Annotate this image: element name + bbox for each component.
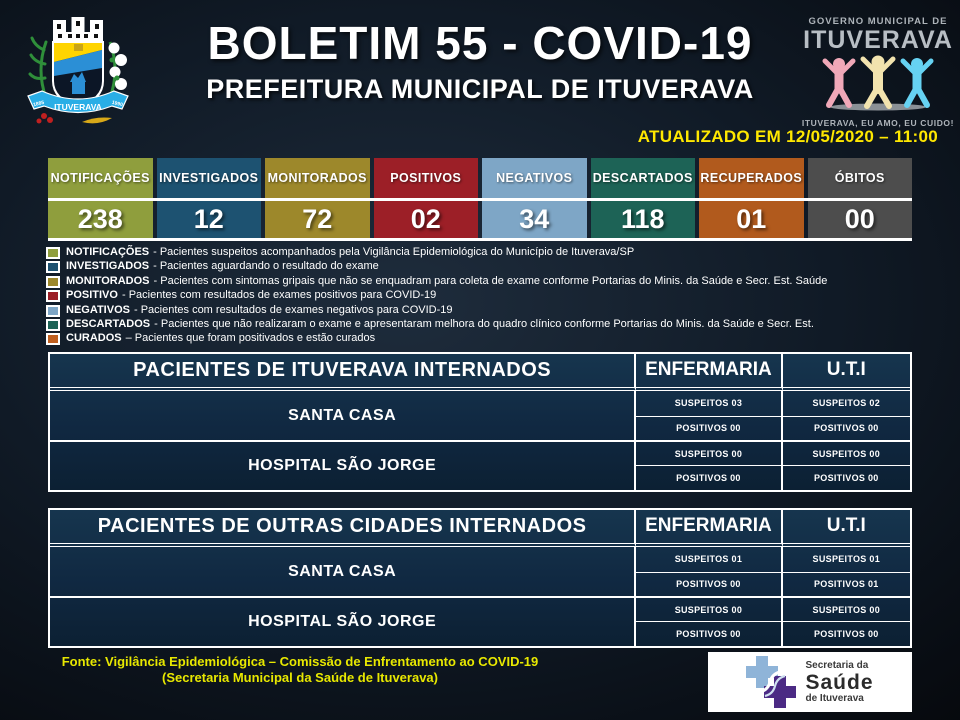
saude-logo-line3: de Ituverava <box>805 692 864 704</box>
legend-label: NEGATIVOS <box>66 303 130 316</box>
legend-swatch-icon <box>46 261 60 273</box>
legend-text: - Pacientes com resultados de exames positivos para COVID-19 <box>121 289 437 302</box>
family-figures-icon <box>815 55 941 111</box>
gov-logo-line1: GOVERNO MUNICIPAL DE <box>808 16 948 27</box>
stat-header: NEGATIVOS <box>482 158 587 198</box>
legend-swatch-icon <box>46 305 60 317</box>
legend-swatch-icon <box>46 333 60 345</box>
legend-text: - Pacientes que não realizaram o exame e apresentaram melhora do quadro clínico conforme Portarias do Minis. da Saúde e Secr. Est. <box>154 317 814 330</box>
city-coat-of-arms <box>22 10 134 130</box>
legend-label: POSITIVO <box>66 289 118 302</box>
legend-item <box>46 333 926 345</box>
legend-item <box>46 247 926 259</box>
stat-header: NOTIFICAÇÕES <box>48 158 153 198</box>
legend-text: - Pacientes com resultados de exames negativos para COVID-19 <box>133 303 453 316</box>
gov-logo-line2: ITUVERAVA <box>803 26 953 54</box>
stats-header-row <box>48 158 912 198</box>
page-subtitle: PREFEITURA MUNICIPAL DE ITUVERAVA <box>206 74 754 104</box>
stat-value: 118 <box>591 201 696 238</box>
table-cell: SUSPEITOS 00 <box>783 596 910 621</box>
legend-item <box>46 290 926 302</box>
stat-value: 02 <box>374 201 479 238</box>
table-cell: POSITIVOS 00 <box>636 465 782 490</box>
legend-label: NOTIFICAÇÕES <box>66 246 150 258</box>
legend-label: INVESTIGADOS <box>66 260 150 273</box>
table-cell: POSITIVOS 00 <box>636 416 782 441</box>
table-cell: SUSPEITOS 00 <box>636 440 782 465</box>
legend-swatch-icon <box>46 290 60 302</box>
hospital-name: SANTA CASA <box>50 391 636 441</box>
table-cell: SUSPEITOS 01 <box>636 547 782 572</box>
hospital-name: HOSPITAL SÃO JORGE <box>50 596 636 646</box>
table-cell: POSITIVOS 00 <box>783 416 910 441</box>
coat-of-arms-graphic <box>22 10 134 130</box>
legend-text: – Pacientes que foram positivados e estão curados <box>125 332 376 345</box>
page-title: BOLETIM 55 - COVID-19 <box>207 17 753 69</box>
stat-header: INVESTIGADOS <box>157 158 262 198</box>
table-cell: SUSPEITOS 02 <box>812 398 881 409</box>
government-logo <box>800 16 956 128</box>
hospital-name: HOSPITAL SÃO JORGE <box>50 440 636 490</box>
legend-swatch-icon <box>46 247 60 259</box>
legend-item <box>46 261 926 273</box>
legend <box>46 247 926 348</box>
legend-item <box>46 319 926 331</box>
table-cell: SUSPEITOS 00 <box>636 596 782 621</box>
table-cell: POSITIVOS 00 <box>636 621 782 646</box>
table-cell: SUSPEITOS 00 <box>783 440 910 465</box>
divider <box>48 238 912 241</box>
table-cell: SUSPEITOS 03 <box>636 391 782 416</box>
table-cell: POSITIVOS 01 <box>783 572 910 597</box>
column-header-enfermaria: ENFERMARIA <box>636 354 782 391</box>
stat-header: MONITORADOS <box>265 158 370 198</box>
stat-value: 238 <box>48 201 153 238</box>
stat-value: 72 <box>265 201 370 238</box>
other-cities-inpatients-table <box>48 508 912 648</box>
health-secretariat-logo <box>708 652 912 712</box>
legend-swatch-icon <box>46 319 60 331</box>
legend-label: MONITORADOS <box>66 274 150 287</box>
saude-logo-line1: Secretaria da <box>805 659 869 671</box>
crest-banner-text: ITUVERAVA <box>54 102 102 112</box>
crest-year-right: 1990 <box>111 99 124 109</box>
legend-text: - Pacientes aguardando o resultado do exame <box>153 260 379 273</box>
table-title: PACIENTES DE OUTRAS CIDADES INTERNADOS <box>50 510 636 547</box>
stat-value: 00 <box>808 201 913 238</box>
stat-header: ÓBITOS <box>808 158 913 198</box>
legend-item <box>46 276 926 288</box>
column-header-enfermaria: ENFERMARIA <box>636 510 782 547</box>
source-line1: Fonte: Vigilância Epidemiológica – Comissão de Enfrentamento ao COVID-19 <box>61 654 539 669</box>
stat-header: POSITIVOS <box>374 158 479 198</box>
column-header-uti: U.T.I <box>783 354 910 391</box>
stats-value-row <box>48 201 912 238</box>
stats-summary-table <box>48 158 912 241</box>
table-cell: SUSPEITOS 01 <box>812 554 881 565</box>
hospital-name: SANTA CASA <box>50 547 636 597</box>
legend-text: - Pacientes suspeitos acompanhados pela Vigilância Epidemiológica do Município de Ituverava/SP <box>153 246 635 258</box>
table-cell: POSITIVOS 00 <box>636 572 782 597</box>
health-cross-icon <box>746 656 798 708</box>
source-line2: (Secretaria Municipal da Saúde de Ituverava) <box>162 670 438 685</box>
legend-label: CURADOS <box>66 332 122 345</box>
stat-value: 34 <box>482 201 587 238</box>
stat-value: 01 <box>699 201 804 238</box>
stat-header: DESCARTADOS <box>591 158 696 198</box>
table-cell: POSITIVOS 00 <box>783 621 910 646</box>
saude-logo-line2: Saúde <box>805 670 874 694</box>
updated-timestamp: ATUALIZADO EM 12/05/2020 – 11:00 <box>637 127 938 146</box>
legend-label: DESCARTADOS <box>66 317 151 330</box>
table-title: PACIENTES DE ITUVERAVA INTERNADOS <box>50 354 636 391</box>
legend-swatch-icon <box>46 276 60 288</box>
column-header-uti: U.T.I <box>783 510 910 547</box>
table-cell: POSITIVOS 00 <box>783 465 910 490</box>
crest-year-left: 1885 <box>32 99 45 109</box>
gov-logo-tagline: ITUVERAVA, EU AMO, EU CUIDO! <box>801 118 955 128</box>
source-attribution <box>30 654 570 686</box>
legend-text: - Pacientes com sintomas gripais que não se enquadram para coleta de exame conforme Portarias do Minis. da Saúde e Secr. Est. Saúde <box>153 274 828 287</box>
stat-value: 12 <box>157 201 262 238</box>
ituverava-inpatients-table <box>48 352 912 492</box>
stat-header: RECUPERADOS <box>699 158 804 198</box>
legend-item <box>46 305 926 317</box>
